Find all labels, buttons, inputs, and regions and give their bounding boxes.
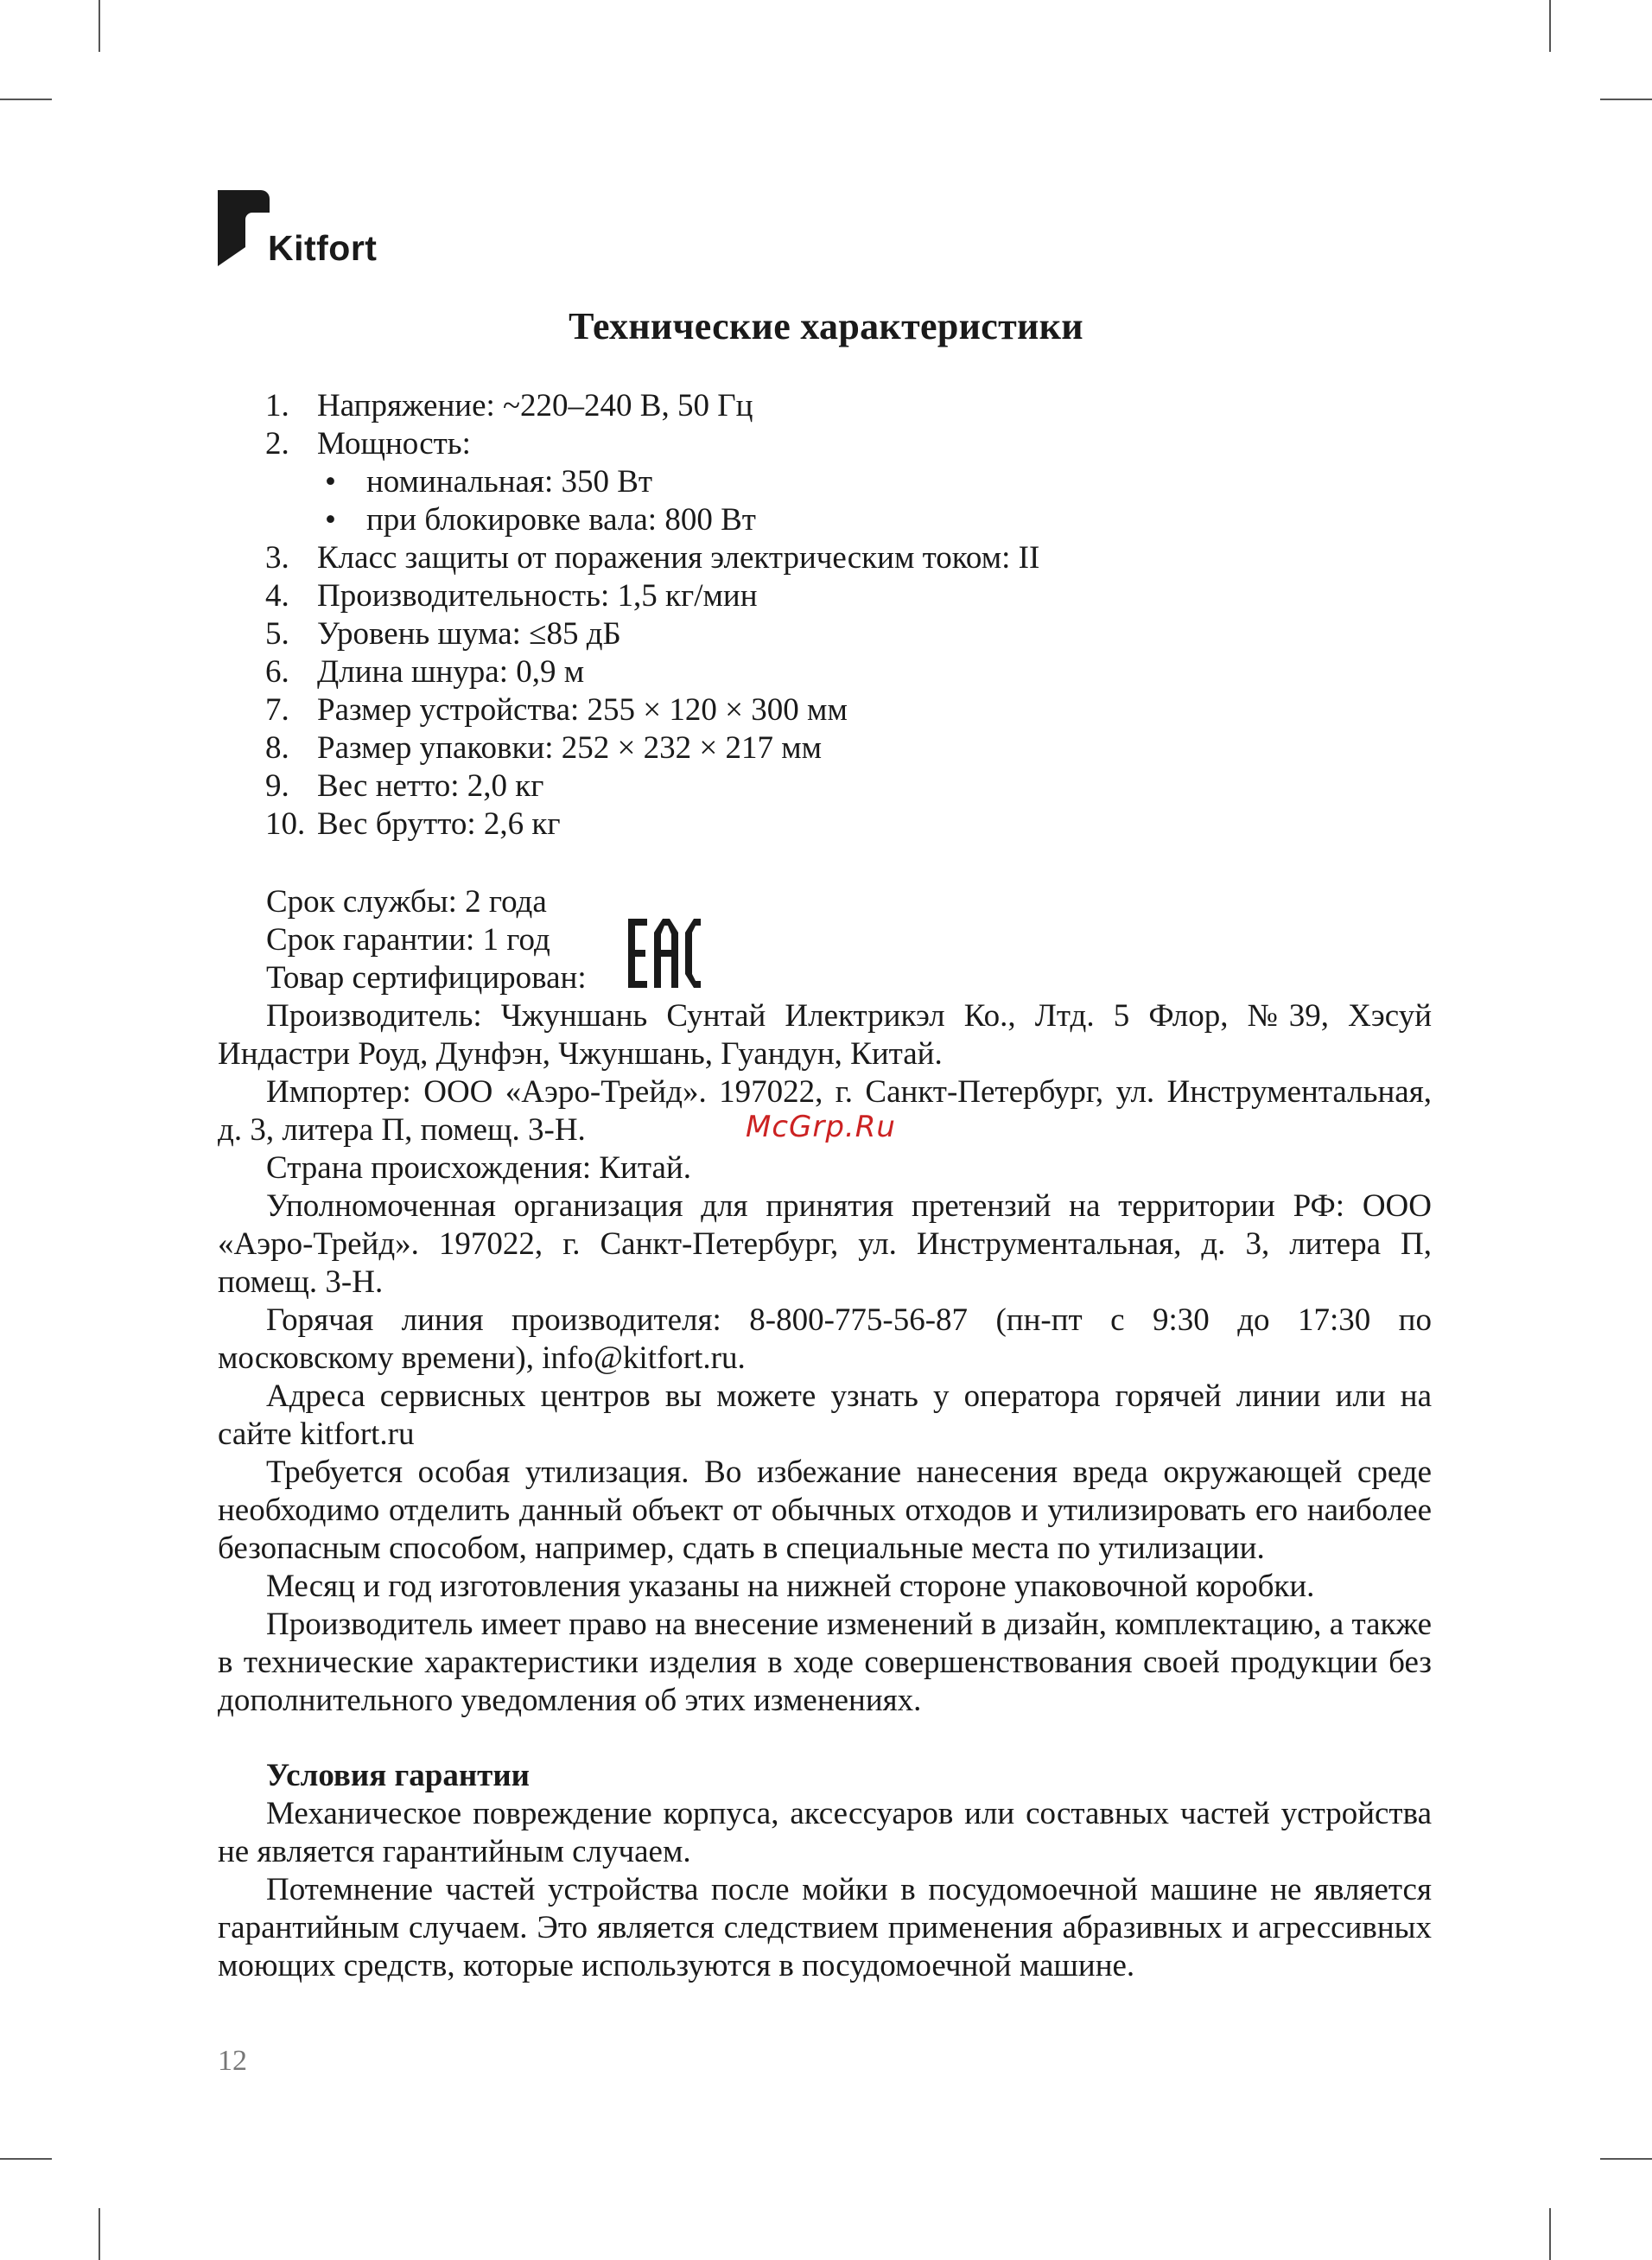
warranty-section xyxy=(218,1757,1432,1985)
spec-text: Размер упаковки: 252 × 232 × 217 мм xyxy=(317,730,823,766)
spec-text: Длина шнура: 0,9 м xyxy=(317,654,585,690)
sub-text: при блокировке вала: 800 Вт xyxy=(366,502,756,538)
sub-item xyxy=(317,501,1475,539)
spec-number: 3. xyxy=(265,540,289,576)
spec-number: 2. xyxy=(265,426,289,462)
paragraph-authorized-org: Уполномоченная организация для принятия претензий на территории РФ: ООО «Аэро-Трейд». 197022, г. Санкт-Петербург, ул. Инструментальная, д. 3, литера П, помещ. 3-Н. xyxy=(218,1188,1432,1300)
spec-number: 10. xyxy=(265,806,306,842)
crop-mark xyxy=(1549,0,1551,52)
brand-name: Kitfort xyxy=(268,228,378,268)
spec-number: 8. xyxy=(265,730,289,766)
spec-text: Мощность: xyxy=(317,426,471,462)
paragraph-disposal: Требуется особая утилизация. Во избежание нанесения вреда окружающей среде необходимо отделить данный объект от обычных отходов и утилизировать его наиболее безопасным способом, например, сдать в специальные места по утилизации. xyxy=(218,1455,1432,1566)
page-number: 12 xyxy=(218,2045,247,2077)
spec-text: Вес нетто: 2,0 кг xyxy=(317,768,544,804)
spec-item xyxy=(265,691,1475,729)
warranty-heading: Условия гарантии xyxy=(266,1758,530,1793)
kitfort-logo xyxy=(218,190,391,272)
spec-list xyxy=(265,387,1475,844)
spec-text: Размер устройства: 255 × 120 × 300 мм xyxy=(317,692,848,728)
kitfort-logo-icon xyxy=(218,190,270,266)
spec-text: Напряжение: ~220–240 В, 50 Гц xyxy=(317,388,753,423)
warranty-period: Срок гарантии: 1 год xyxy=(266,922,550,958)
spec-item xyxy=(265,387,1475,425)
spec-item xyxy=(265,425,1475,539)
paragraph-manufacture-date: Месяц и год изготовления указаны на нижней стороне упаковочной коробки. xyxy=(266,1569,1315,1604)
spec-item xyxy=(265,767,1475,805)
warranty-paragraph: Механическое повреждение корпуса, аксессуаров или составных частей устройства не является гарантийным случаем. xyxy=(218,1796,1432,1869)
sub-item xyxy=(317,463,1475,501)
spec-number: 4. xyxy=(265,578,289,614)
power-sub-list xyxy=(317,463,1475,539)
spec-item xyxy=(265,577,1475,615)
crop-mark xyxy=(1549,2208,1551,2260)
spec-item xyxy=(265,805,1475,844)
certified-label: Товар сертифицирован: xyxy=(266,960,587,996)
spec-number: 5. xyxy=(265,616,289,652)
paragraph-hotline: Горячая линия производителя: 8-800-775-56-87 (пн-пт с 9:30 до 17:30 по московскому времени), info@kitfort.ru. xyxy=(218,1302,1432,1376)
spec-item xyxy=(265,539,1475,577)
page-title: Технические характеристики xyxy=(569,305,1083,347)
paragraph-changes: Производитель имеет право на внесение изменений в дизайн, комплектацию, а также в технические характеристики изделия в ходе совершенствования своей продукции без дополнительного уведомления об этих изменениях. xyxy=(218,1607,1432,1718)
bullet-icon: • xyxy=(325,464,336,500)
service-life: Срок службы: 2 года xyxy=(266,884,547,920)
spec-number: 1. xyxy=(265,388,289,423)
crop-mark xyxy=(1600,2158,1652,2160)
crop-mark xyxy=(0,2158,52,2160)
paragraph-origin: Страна происхождения: Китай. xyxy=(266,1150,691,1186)
spec-item xyxy=(265,653,1475,691)
paragraph-service-centers: Адреса сервисных центров вы можете узнать у оператора горячей линии или на сайте kitfort.ru xyxy=(218,1378,1432,1452)
paragraph-importer: Импортер: ООО «Аэро-Трейд». 197022, г. Санкт-Петербург, ул. Инструментальная, д. 3, литера П, помещ. 3-Н. xyxy=(218,1074,1432,1148)
bullet-icon: • xyxy=(325,502,336,538)
spec-text: Вес брутто: 2,6 кг xyxy=(317,806,561,842)
crop-mark xyxy=(1600,99,1652,100)
sub-text: номинальная: 350 Вт xyxy=(366,464,653,500)
spec-number: 6. xyxy=(265,654,289,690)
spec-item xyxy=(265,729,1475,767)
warranty-paragraph: Потемнение частей устройства после мойки в посудомоечной машине не является гарантийным случаем. Это является следствием применения абразивных и агрессивных моющих средств, которые используются в посудомоечной машине. xyxy=(218,1872,1432,1983)
spec-text: Класс защиты от поражения электрическим током: II xyxy=(317,540,1040,576)
paragraph-manufacturer: Производитель: Чжуншань Сунтай Илектрикэл Ко., Лтд. 5 Флор, №39, Хэсуй Индастри Роуд, Дунфэн, Чжуншань, Гуандун, Китай. xyxy=(218,998,1432,1072)
crop-mark xyxy=(0,99,52,100)
crop-mark xyxy=(98,2208,100,2260)
spec-item xyxy=(265,615,1475,653)
crop-mark xyxy=(98,0,100,52)
eac-mark-icon xyxy=(628,919,701,988)
watermark: McGrp.Ru xyxy=(746,1110,896,1144)
spec-text: Производительность: 1,5 кг/мин xyxy=(317,578,758,614)
spec-text: Уровень шума: ≤85 дБ xyxy=(317,616,621,652)
spec-number: 9. xyxy=(265,768,289,804)
spec-number: 7. xyxy=(265,692,289,728)
body-text xyxy=(218,997,1432,1720)
